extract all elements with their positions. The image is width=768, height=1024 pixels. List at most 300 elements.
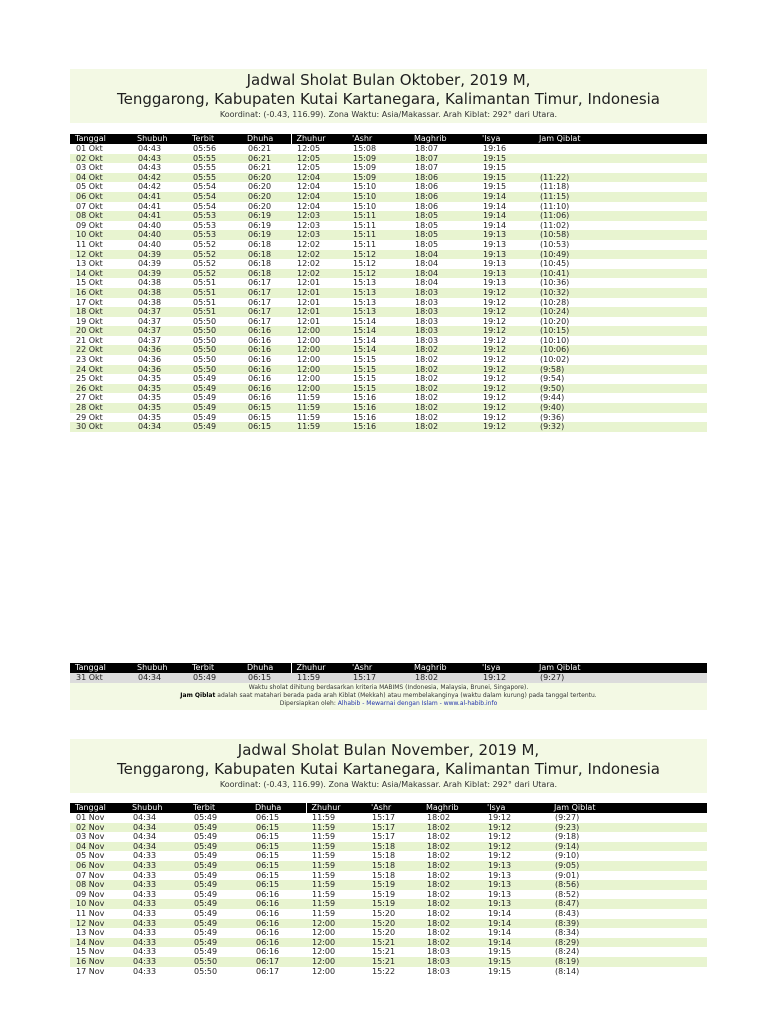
table-cell: 06:17 [242,278,291,288]
table-cell: 12:00 [291,326,347,336]
table-cell: (10:15) [534,326,707,336]
footnote-prepared-prefix: Dipersiapkan oleh: [279,699,338,707]
table-cell: 18:02 [421,938,482,948]
table-cell: 19:14 [477,221,534,231]
table-cell: 05:49 [188,813,250,823]
table-cell: 06:18 [242,250,291,260]
header-cell: Jam Qiblat [534,134,707,144]
table-cell: 06:15 [250,851,306,861]
header-cell: 'Isya [482,803,549,813]
table-cell: (10:24) [534,307,707,317]
table-cell: 11:59 [306,909,366,919]
table-cell: 12:01 [291,317,347,327]
footnote-jam-qiblat [70,692,707,700]
table-cell: 06:16 [250,899,306,909]
table-cell: 18:06 [409,182,477,192]
october-title-line1: Jadwal Sholat Bulan Oktober, 2019 M, [246,71,531,89]
table-cell: 04 Okt [70,173,132,183]
table-cell: 15:12 [347,269,409,279]
table-row [70,269,707,279]
table-row [70,326,707,336]
october-continued-table [70,663,707,683]
table-cell: 15:20 [366,928,421,938]
table-cell: 12:03 [291,230,347,240]
table-cell: 04:35 [132,413,187,423]
table-cell: (11:10) [534,202,707,212]
table-cell: 04:33 [127,890,188,900]
table-cell: 05:49 [187,393,242,403]
table-cell: 15:20 [366,919,421,929]
table-cell: 19:13 [477,259,534,269]
november-section [70,739,707,793]
table-cell: 18:02 [409,673,477,683]
table-cell: 04:34 [127,832,188,842]
table-cell: 15:11 [347,240,409,250]
table-cell: 06:17 [242,298,291,308]
table-cell: 04:38 [132,278,187,288]
table-cell: 06:15 [242,413,291,423]
october-body [70,144,707,432]
header-cell: Terbit [187,663,242,673]
table-cell: (11:02) [534,221,707,231]
table-cell: 19:12 [477,384,534,394]
table-cell: 06:15 [250,832,306,842]
table-row [70,336,707,346]
table-cell: (9:36) [534,413,707,423]
table-cell: 12:00 [306,947,366,957]
header-cell: Shubuh [132,663,187,673]
table-cell: 05:55 [187,154,242,164]
table-cell: 05:49 [188,842,250,852]
table-cell: 12 Nov [70,919,127,929]
october-table [70,134,707,432]
table-cell: 02 Nov [70,823,127,833]
table-row [70,345,707,355]
table-cell: 19:13 [482,871,549,881]
table-cell: 15:20 [366,909,421,919]
header-cell: Dhuha [242,663,291,673]
table-cell: 19:13 [482,861,549,871]
table-cell: 19:13 [482,890,549,900]
table-cell: 18:07 [409,163,477,173]
table-cell: 19:12 [477,326,534,336]
table-cell: 05:51 [187,288,242,298]
table-cell: 05:49 [187,673,242,683]
table-cell: 06:16 [242,326,291,336]
table-row [70,890,707,900]
table-cell: 25 Okt [70,374,132,384]
header-cell: Zhuhur [291,134,347,144]
header-cell: Terbit [187,134,242,144]
table-cell: 18:05 [409,240,477,250]
table-cell: 06:15 [250,842,306,852]
table-cell: 12:02 [291,240,347,250]
header-cell: Terbit [188,803,250,813]
table-cell: 12:01 [291,278,347,288]
table-cell: 18:02 [421,871,482,881]
table-cell: 08 Okt [70,211,132,221]
table-cell: (8:19) [549,957,707,967]
table-cell: 19:14 [482,919,549,929]
table-cell: (10:45) [534,259,707,269]
table-cell: 05:49 [188,928,250,938]
table-row [70,365,707,375]
table-cell: 11:59 [306,899,366,909]
table-row [70,861,707,871]
table-cell: 22 Okt [70,345,132,355]
header-cell: Shubuh [132,134,187,144]
table-cell: 06 Nov [70,861,127,871]
table-cell: (10:06) [534,345,707,355]
table-cell: 02 Okt [70,154,132,164]
table-cell: 19:15 [482,967,549,977]
table-cell: 05:53 [187,230,242,240]
table-cell: 05:53 [187,221,242,231]
table-cell: 19:13 [477,240,534,250]
table-cell: 07 Nov [70,871,127,881]
table-cell: 04:40 [132,230,187,240]
table-cell: 03 Okt [70,163,132,173]
table-cell: 05:49 [188,909,250,919]
table-row [70,192,707,202]
table-cell: 05:50 [187,365,242,375]
table-cell: 05:55 [187,173,242,183]
footnotes [70,683,707,710]
table-cell: 18:02 [421,890,482,900]
table-cell: 12:05 [291,144,347,154]
header-cell: 'Ashr [366,803,421,813]
table-cell: 17 Nov [70,967,127,977]
table-cell: 12:00 [306,967,366,977]
table-cell: (10:58) [534,230,707,240]
table-cell: 04:35 [132,393,187,403]
table-cell: (10:10) [534,336,707,346]
table-cell: 19:14 [482,909,549,919]
table-cell: 04:39 [132,250,187,260]
table-cell: 18:04 [409,250,477,260]
table-row [70,173,707,183]
table-cell: 06:18 [242,269,291,279]
table-cell: 18:02 [421,823,482,833]
table-cell: 04:40 [132,221,187,231]
table-cell: 12:00 [291,374,347,384]
table-cell: 27 Okt [70,393,132,403]
table-cell: 04:35 [132,403,187,413]
table-cell: 12:03 [291,221,347,231]
table-cell: 05:51 [187,298,242,308]
table-cell: 04:34 [132,422,187,432]
table-cell: 12:04 [291,202,347,212]
table-cell: 19:12 [477,355,534,365]
table-cell: 11 Okt [70,240,132,250]
table-cell: 18:04 [409,269,477,279]
table-cell: 15:15 [347,384,409,394]
table-cell: (9:58) [534,365,707,375]
table-cell: (10:02) [534,355,707,365]
table-cell: 15:11 [347,221,409,231]
table-cell: 04:41 [132,192,187,202]
table-cell: 04:40 [132,240,187,250]
table-cell: 19:12 [477,307,534,317]
october-title-line2: Tenggarong, Kabupaten Kutai Kartanegara, Kalimantan Timur, Indonesia [117,90,660,108]
table-cell: 11:59 [291,673,347,683]
table-cell: 15 Okt [70,278,132,288]
table-cell: 06:16 [250,938,306,948]
table-cell: 06:18 [242,240,291,250]
table-cell: 15:21 [366,947,421,957]
table-cell: 05:49 [188,890,250,900]
table-cell: 19:12 [477,298,534,308]
table-cell: 04:33 [127,928,188,938]
table-row [70,422,707,432]
table-cell: 12:04 [291,173,347,183]
table-cell: 18:07 [409,154,477,164]
table-cell: 20 Okt [70,326,132,336]
header-cell: Maghrib [421,803,482,813]
table-cell: 05:49 [188,861,250,871]
table-cell: 18:02 [409,403,477,413]
table-row [70,221,707,231]
table-cell: 11:59 [291,413,347,423]
table-cell: 04:36 [132,355,187,365]
table-row [70,928,707,938]
table-cell: 12:05 [291,163,347,173]
table-cell: 06:20 [242,202,291,212]
table-cell: 04:33 [127,851,188,861]
table-cell: 12:00 [291,384,347,394]
table-cell: 19:13 [477,278,534,288]
table-cell: 15:13 [347,278,409,288]
table-cell: 06:16 [242,393,291,403]
table-row [70,317,707,327]
november-title-line1: Jadwal Sholat Bulan November, 2019 M, [237,741,540,759]
table-cell: 06:21 [242,144,291,154]
table-cell [534,144,707,154]
table-cell: 19:14 [477,211,534,221]
table-row [70,182,707,192]
table-cell: 04:33 [127,957,188,967]
table-cell: 19:15 [482,947,549,957]
table-cell: 18:02 [421,899,482,909]
table-cell: 19:13 [477,230,534,240]
table-cell: 11:59 [306,871,366,881]
table-cell: 29 Okt [70,413,132,423]
table-cell: 12:00 [306,928,366,938]
table-cell: 15:11 [347,211,409,221]
table-cell: 12:01 [291,307,347,317]
table-cell: (9:50) [534,384,707,394]
table-cell: (9:54) [534,374,707,384]
table-cell: 04:41 [132,202,187,212]
table-cell: 04:39 [132,269,187,279]
table-cell: 05:50 [187,345,242,355]
table-cell: 15:17 [366,823,421,833]
table-cell: (9:10) [549,851,707,861]
table-cell: 06:20 [242,182,291,192]
table-cell: 12:03 [291,211,347,221]
table-cell: 04:34 [127,842,188,852]
table-cell: 12:00 [306,919,366,929]
table-cell: 18:03 [421,947,482,957]
table-cell: 19:14 [477,202,534,212]
table-cell: 18:02 [409,384,477,394]
table-cell: 15:14 [347,336,409,346]
table-cell: (10:20) [534,317,707,327]
table-cell: 12:00 [291,365,347,375]
table-cell: (9:27) [534,673,707,683]
footnote-jam-qiblat-text: adalah saat matahari berada pada arah Kiblat (Mekkah) atau membelakanginya (waktu dalam kurung) pada tanggal tertentu. [215,691,597,699]
table-cell: 18:02 [409,413,477,423]
table-cell: 06:15 [250,871,306,881]
footnote-alhabib-link[interactable]: Alhabib - Mewarnai dengan Islam - www.al-habib.info [337,699,498,707]
november-header-row [70,803,707,813]
table-cell: 18:04 [409,259,477,269]
header-cell: Zhuhur [291,663,347,673]
table-cell: 12:00 [291,345,347,355]
table-row [70,899,707,909]
table-cell: 19:12 [482,851,549,861]
table-cell: (8:56) [549,880,707,890]
header-cell: Maghrib [409,663,477,673]
table-cell: 19:12 [477,673,534,683]
table-cell: (9:18) [549,832,707,842]
november-title-line2: Tenggarong, Kabupaten Kutai Kartanegara, Kalimantan Timur, Indonesia [117,760,660,778]
table-cell: 05:54 [187,192,242,202]
table-row [70,250,707,260]
table-cell: 11:59 [291,393,347,403]
table-cell: 12:00 [291,336,347,346]
table-row [70,202,707,212]
table-cell: 04:35 [132,374,187,384]
table-cell: 19:12 [477,365,534,375]
table-cell: 28 Okt [70,403,132,413]
table-cell: 15:09 [347,163,409,173]
table-cell: 18:03 [409,326,477,336]
table-cell: 05:51 [187,278,242,288]
table-cell: 15:16 [347,413,409,423]
table-cell: (8:14) [549,967,707,977]
table-cell: 19:12 [477,413,534,423]
table-row [70,823,707,833]
table-cell: 04:37 [132,326,187,336]
table-cell: 04:42 [132,182,187,192]
table-cell: 05:49 [188,899,250,909]
table-cell: (9:27) [549,813,707,823]
table-cell: 06:16 [242,336,291,346]
table-cell: 18:06 [409,202,477,212]
table-cell: 06:15 [250,813,306,823]
table-cell: 19:12 [477,403,534,413]
table-row [70,163,707,173]
table-cell: 04:43 [132,154,187,164]
table-cell: 04:39 [132,259,187,269]
table-cell: 15:14 [347,345,409,355]
table-cell: 15:17 [366,832,421,842]
table-cell: 15:21 [366,957,421,967]
november-table [70,803,707,976]
table-cell: 19:12 [477,345,534,355]
table-cell: 06:16 [250,919,306,929]
table-cell: 19:12 [477,422,534,432]
table-cell: 26 Okt [70,384,132,394]
table-cell: 04:37 [132,336,187,346]
table-cell: (9:14) [549,842,707,852]
table-cell: 15:15 [347,365,409,375]
table-cell: 12:02 [291,269,347,279]
october-title-box [70,69,707,123]
table-cell: 06:16 [242,355,291,365]
table-row [70,909,707,919]
table-cell: 06:17 [242,288,291,298]
table-cell: 15:16 [347,403,409,413]
table-cell: (11:15) [534,192,707,202]
table-cell: 06:17 [242,317,291,327]
table-cell: (10:41) [534,269,707,279]
header-cell: Jam Qiblat [549,803,707,813]
table-row [70,851,707,861]
table-cell: 12:01 [291,298,347,308]
table-cell: 05:50 [187,326,242,336]
footnote-criteria: Waktu sholat dihitung berdasarkan kriteria MABIMS (Indonesia, Malaysia, Brunei, Singapore). [248,683,529,691]
table-cell: 19:13 [477,269,534,279]
table-cell: 15:13 [347,298,409,308]
table-cell: 03 Nov [70,832,127,842]
october-table-wrap [70,134,707,432]
table-cell: (10:53) [534,240,707,250]
table-cell: 19:13 [477,250,534,260]
table-cell: 05:49 [188,871,250,881]
table-cell: 19:12 [477,374,534,384]
table-row [70,832,707,842]
table-cell: 05:49 [188,851,250,861]
table-cell: 12:00 [306,938,366,948]
table-cell [534,163,707,173]
table-row [70,842,707,852]
header-cell: 'Isya [477,663,534,673]
table-cell: (10:28) [534,298,707,308]
table-cell: 04:41 [132,211,187,221]
table-cell: 18:02 [421,851,482,861]
table-cell: 04:33 [127,880,188,890]
table-cell: 05:53 [187,211,242,221]
table-cell: 04:33 [127,919,188,929]
table-cell: 18:06 [409,173,477,183]
table-cell: 30 Okt [70,422,132,432]
table-cell: 05:54 [187,202,242,212]
november-body [70,813,707,976]
table-cell: 05:50 [187,317,242,327]
table-cell: 15:18 [366,871,421,881]
table-cell: 04:33 [127,938,188,948]
table-cell: 12:04 [291,182,347,192]
table-cell: 18:05 [409,211,477,221]
table-cell: 04 Nov [70,842,127,852]
table-cell: 15 Nov [70,947,127,957]
table-cell: 19:12 [477,288,534,298]
table-cell: 15:19 [366,899,421,909]
table-cell: 06:16 [242,345,291,355]
table-cell: (10:49) [534,250,707,260]
table-cell: 06:17 [242,307,291,317]
table-cell: 18:07 [409,144,477,154]
table-cell: 18 Okt [70,307,132,317]
table-cell: (9:32) [534,422,707,432]
table-cell: 07 Okt [70,202,132,212]
table-cell: 15:10 [347,182,409,192]
table-cell: 06:15 [242,403,291,413]
table-cell: (9:23) [549,823,707,833]
table-cell: 05:49 [187,413,242,423]
